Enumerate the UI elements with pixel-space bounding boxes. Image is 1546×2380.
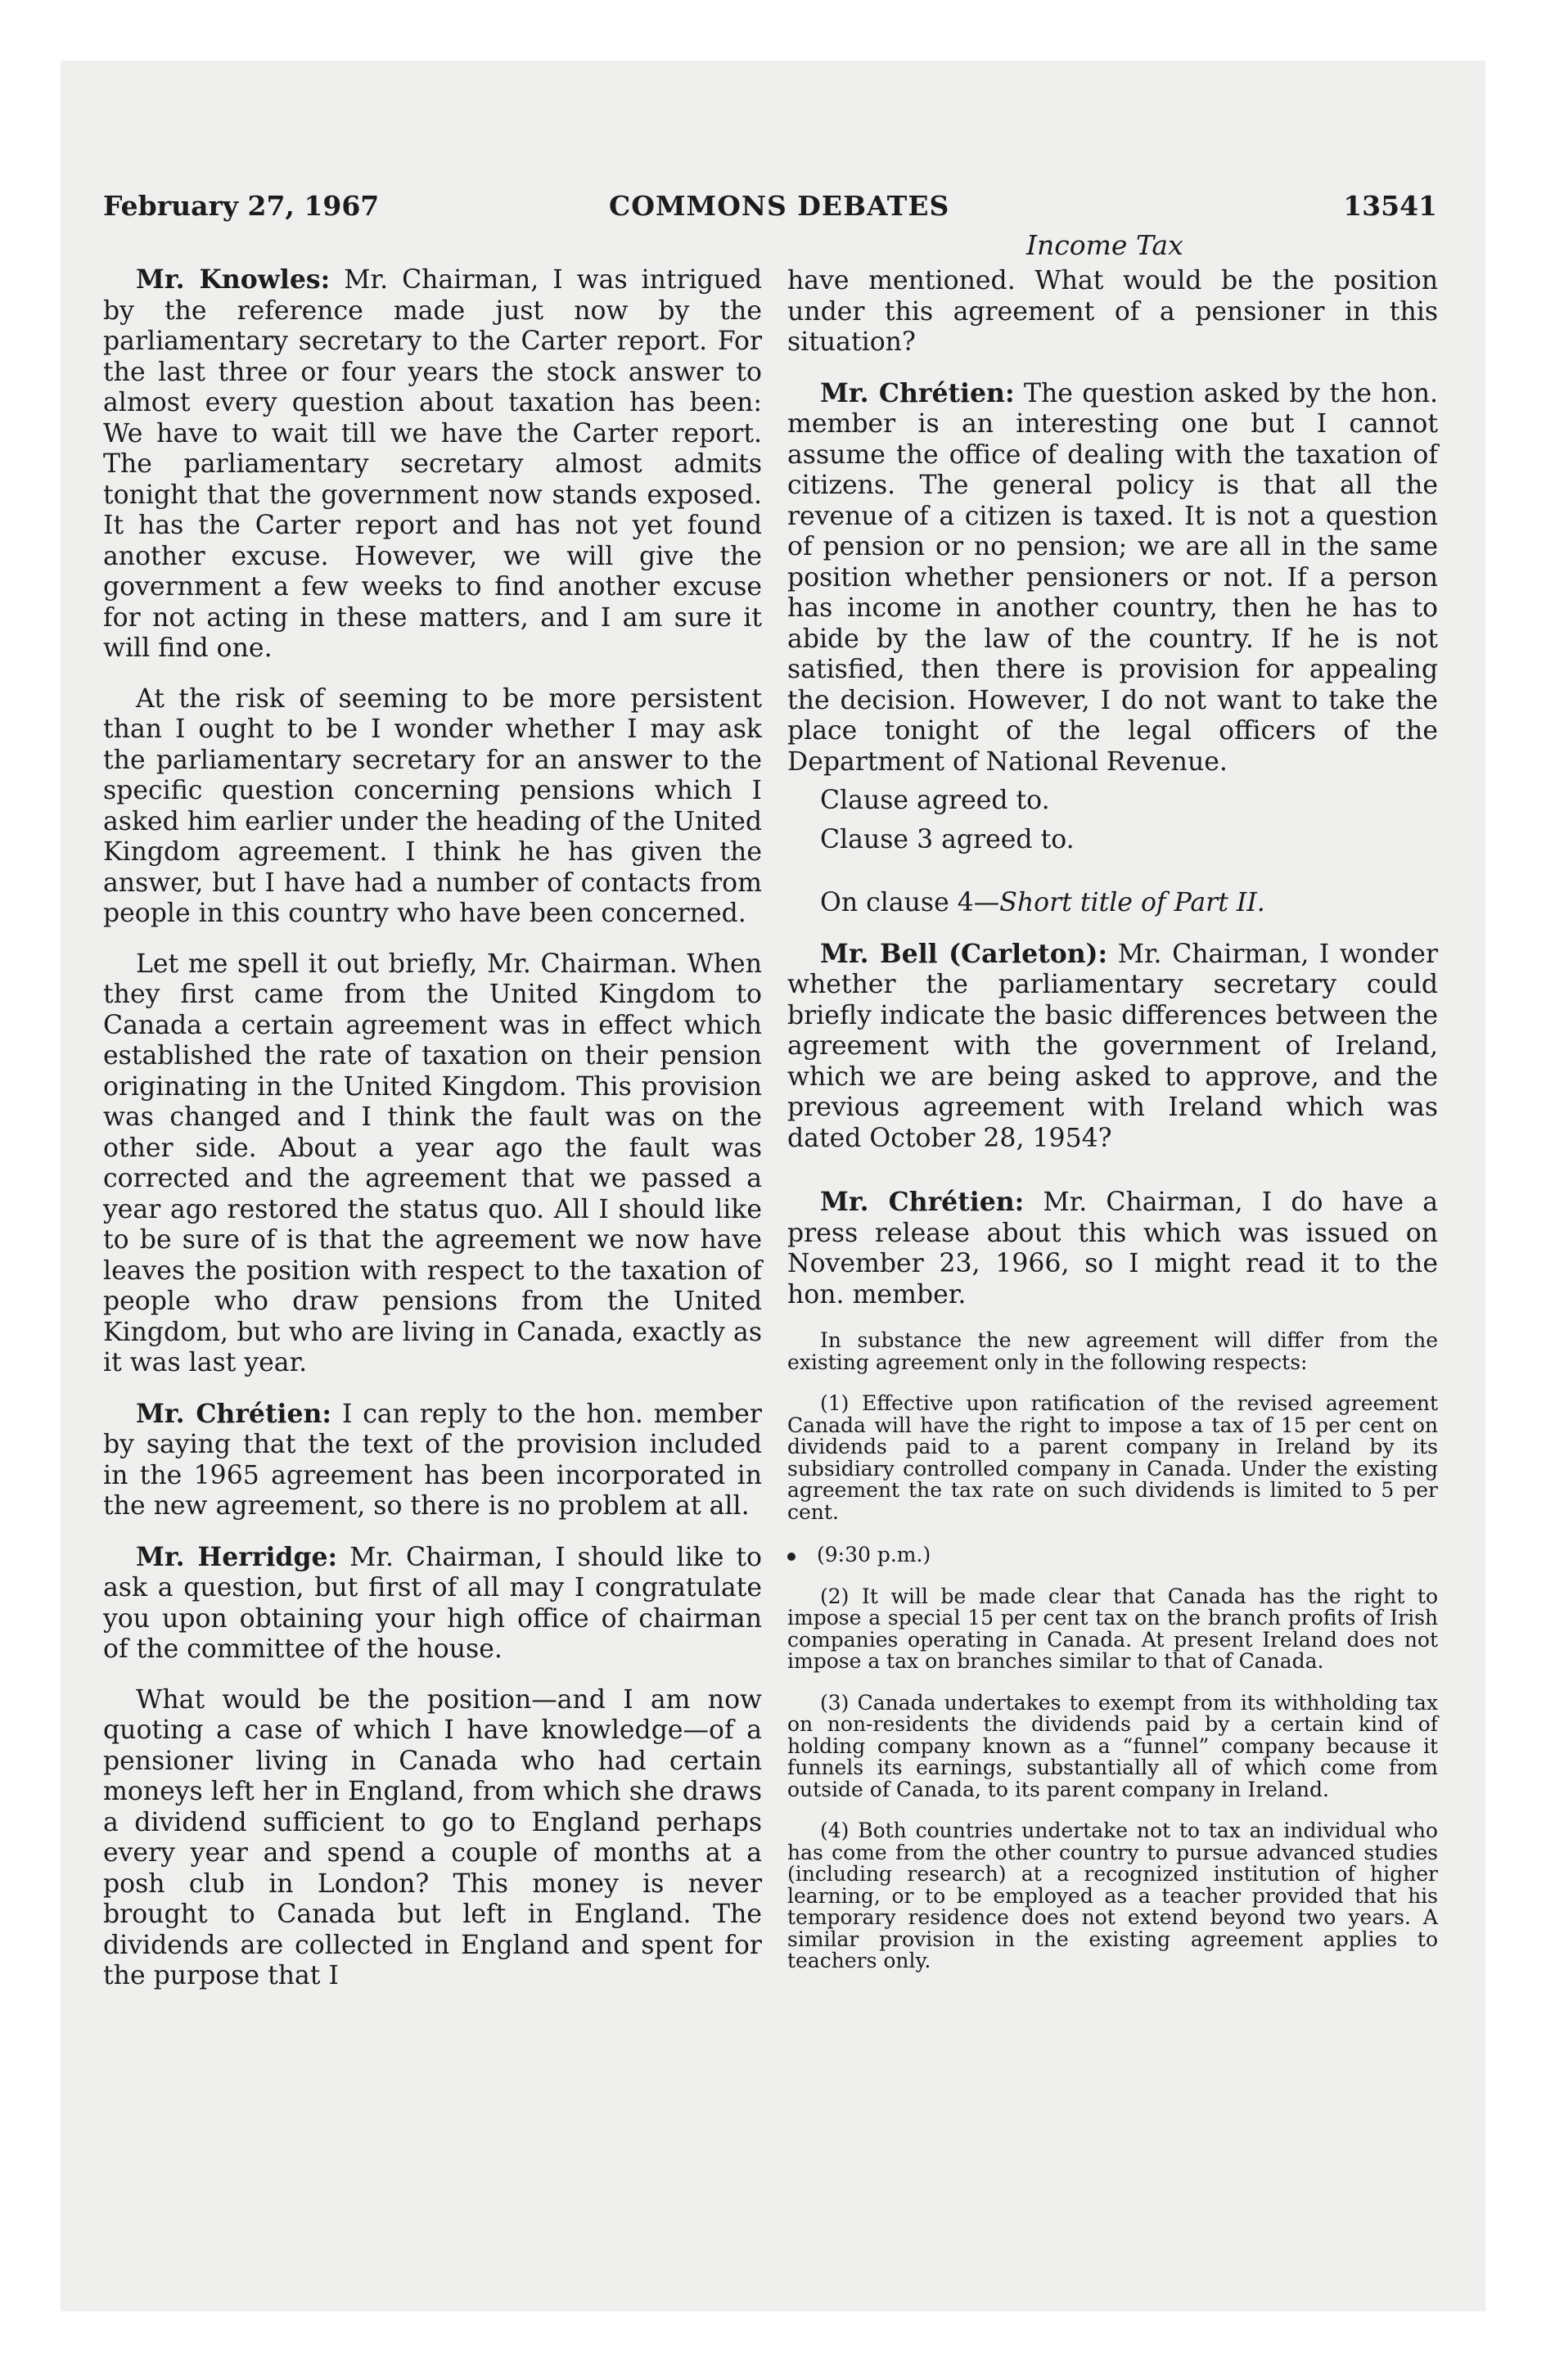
speaker-name: Mr. Herridge: xyxy=(136,1541,338,1572)
header-page-number: 13541 xyxy=(1343,190,1437,222)
paragraph xyxy=(787,378,1438,778)
bullet-icon xyxy=(787,1553,796,1561)
paragraph: What would be the position—and I am now quoting a case of which I have knowledge—of a pensioner living in Canada who had certain moneys left her in England, from which she draws a dividend sufficient to go to England perhaps every year and spend a couple of months at a posh club in London? This money is never brought to Canada but left in England. The dividends are collected in England and spent for the purpose that I xyxy=(103,1684,763,1990)
right-column xyxy=(787,266,1438,1972)
clause4-title: Short title of Part II. xyxy=(999,888,1265,917)
speech-text: Mr. Chairman, I wonder whether the parliamentary secretary could briefly indicate the basic differences between the agreement with the government of Ireland, which we are being asked to approve, and the previous agreement with Ireland which was dated October 28, 1954? xyxy=(787,939,1438,1153)
paragraph xyxy=(103,1542,762,1666)
clause4-prefix: On clause 4— xyxy=(820,888,1000,917)
paragraph xyxy=(787,1187,1438,1310)
speech-text: Mr. Chairman, I do have a press release about this which was issued on November 23, 1966, so I might read it to the hon. member. xyxy=(787,1188,1438,1309)
speech-text: Mr. Chairman, I was intrigued by the reference made just now by the parliamentary secretary to the Carter report. For the last three or four years the stock answer to almost every question about taxation has been: We have to wait till we have the Carter report. The parliamentary secretary almost admits tonight that the government now stands exposed. It has the Carter report and has not yet found another excuse. However, we will give the government a few weeks to find another excuse for not acting in these matters, and I am sure it will find one. xyxy=(103,265,762,663)
paragraph xyxy=(103,1399,762,1522)
paragraph: At the risk of seeming to be more persistent than I ought to be I wonder whether I may ask the parliamentary secretary for an answer to the specific question concerning pensions which I asked him earlier under the heading of the United Kingdom agreement. I think he has given the answer, but I have had a number of contacts from people in this country who have been concerned. xyxy=(103,683,762,928)
page-header xyxy=(103,190,1437,231)
quoted-item-1: (1) Effective upon ratification of the revised agreement Canada will have the right to impose a tax of 15 per cent on dividends paid to a parent company in Ireland by its subsidiary controlled company in Canada. Under the existing agreement the tax rate on such dividends is limited to 5 per cent. xyxy=(787,1391,1438,1524)
clause-agreed: Clause agreed to. xyxy=(820,786,1050,815)
speech-text: I can reply to the hon. member by saying that the text of the provision included in the 1965 agreement has been incorporated in the new agreement, so there is no problem at all. xyxy=(103,1399,762,1521)
quoted-intro: In substance the new agreement will differ from the existing agreement only in the following respects: xyxy=(787,1328,1438,1374)
quoted-item-3: (3) Canada undertakes to exempt from its withholding tax on non-residents the dividends paid by a certain kind of holding company known as a “funnel” company because it funnels its earnings, substantially all of which come from outside of Canada, to its parent company in Ireland. xyxy=(787,1690,1438,1801)
speaker-name: Mr. Knowles: xyxy=(136,264,331,295)
clause3-agreed: Clause 3 agreed to. xyxy=(820,824,1075,854)
speech-text: Mr. Chairman, I should like to ask a question, but first of all may I congratulate you upon obtaining your high office of chairman of the committee of the house. xyxy=(103,1542,763,1664)
time-mark xyxy=(787,1544,1438,1566)
speaker-name: Mr. Chrétien: xyxy=(820,1187,1025,1217)
quoted-item-2: (2) It will be made clear that Canada has the right to impose a special 15 per cent tax on the branch profits of Irish companies operating in Canada. At present Ireland does not impose a tax on branches similar to that of Canada. xyxy=(787,1584,1438,1673)
paragraph xyxy=(103,264,762,665)
speaker-name: Mr. Bell (Carleton): xyxy=(820,938,1108,969)
section-subhead: Income Tax xyxy=(1026,229,1183,261)
quoted-item-4: (4) Both countries undertake not to tax an individual who has come from the other country to pursue advanced studies (including research) at a recognized institution of higher learning, or to be employed as a teacher provided that his temporary residence does not extend beyond two years. A similar provision in the existing agreement applies to teachers only. xyxy=(787,1819,1438,1972)
paragraph: have mentioned. What would be the position under this agreement of a pensioner in this situation? xyxy=(787,266,1438,357)
clause4-heading xyxy=(787,888,1438,919)
speaker-name: Mr. Chrétien: xyxy=(820,377,1015,408)
left-column xyxy=(103,264,762,1992)
time-mark-text: (9:30 p.m.) xyxy=(817,1543,931,1566)
paragraph xyxy=(787,939,1438,1155)
paragraph: Let me spell it out briefly, Mr. Chairman. When they first came from the United Kingdom to Canada a certain agreement was in effect which established the rate of taxation on their pension originating in the United Kingdom. This provision was changed and I think the fault was on the other side. About a year ago the fault was corrected and the agreement that we passed a year ago restored the status quo. All I should like to be sure of is that the agreement we now have leaves the position with respect to the taxation of people who draw pensions from the United Kingdom, but who are living in Canada, exactly as it was last year. xyxy=(103,949,762,1377)
speech-text: The question asked by the hon. member is an interesting one but I cannot assume the office of dealing with the taxation of citizens. The general policy is that all the revenue of a citizen is taxed. It is not a question of pension or no pension; we are all in the same position whether pensioners or not. If a person has income in another country, then he has to abide by the law of the country. If he is not satisfied, then there is provision for appealing the decision. However, I do not want to take the place tonight of the legal officers of the Department of National Revenue. xyxy=(787,378,1438,777)
header-title: COMMONS DEBATES xyxy=(609,190,950,222)
header-date: February 27, 1967 xyxy=(103,190,380,222)
speaker-name: Mr. Chrétien: xyxy=(136,1398,332,1429)
